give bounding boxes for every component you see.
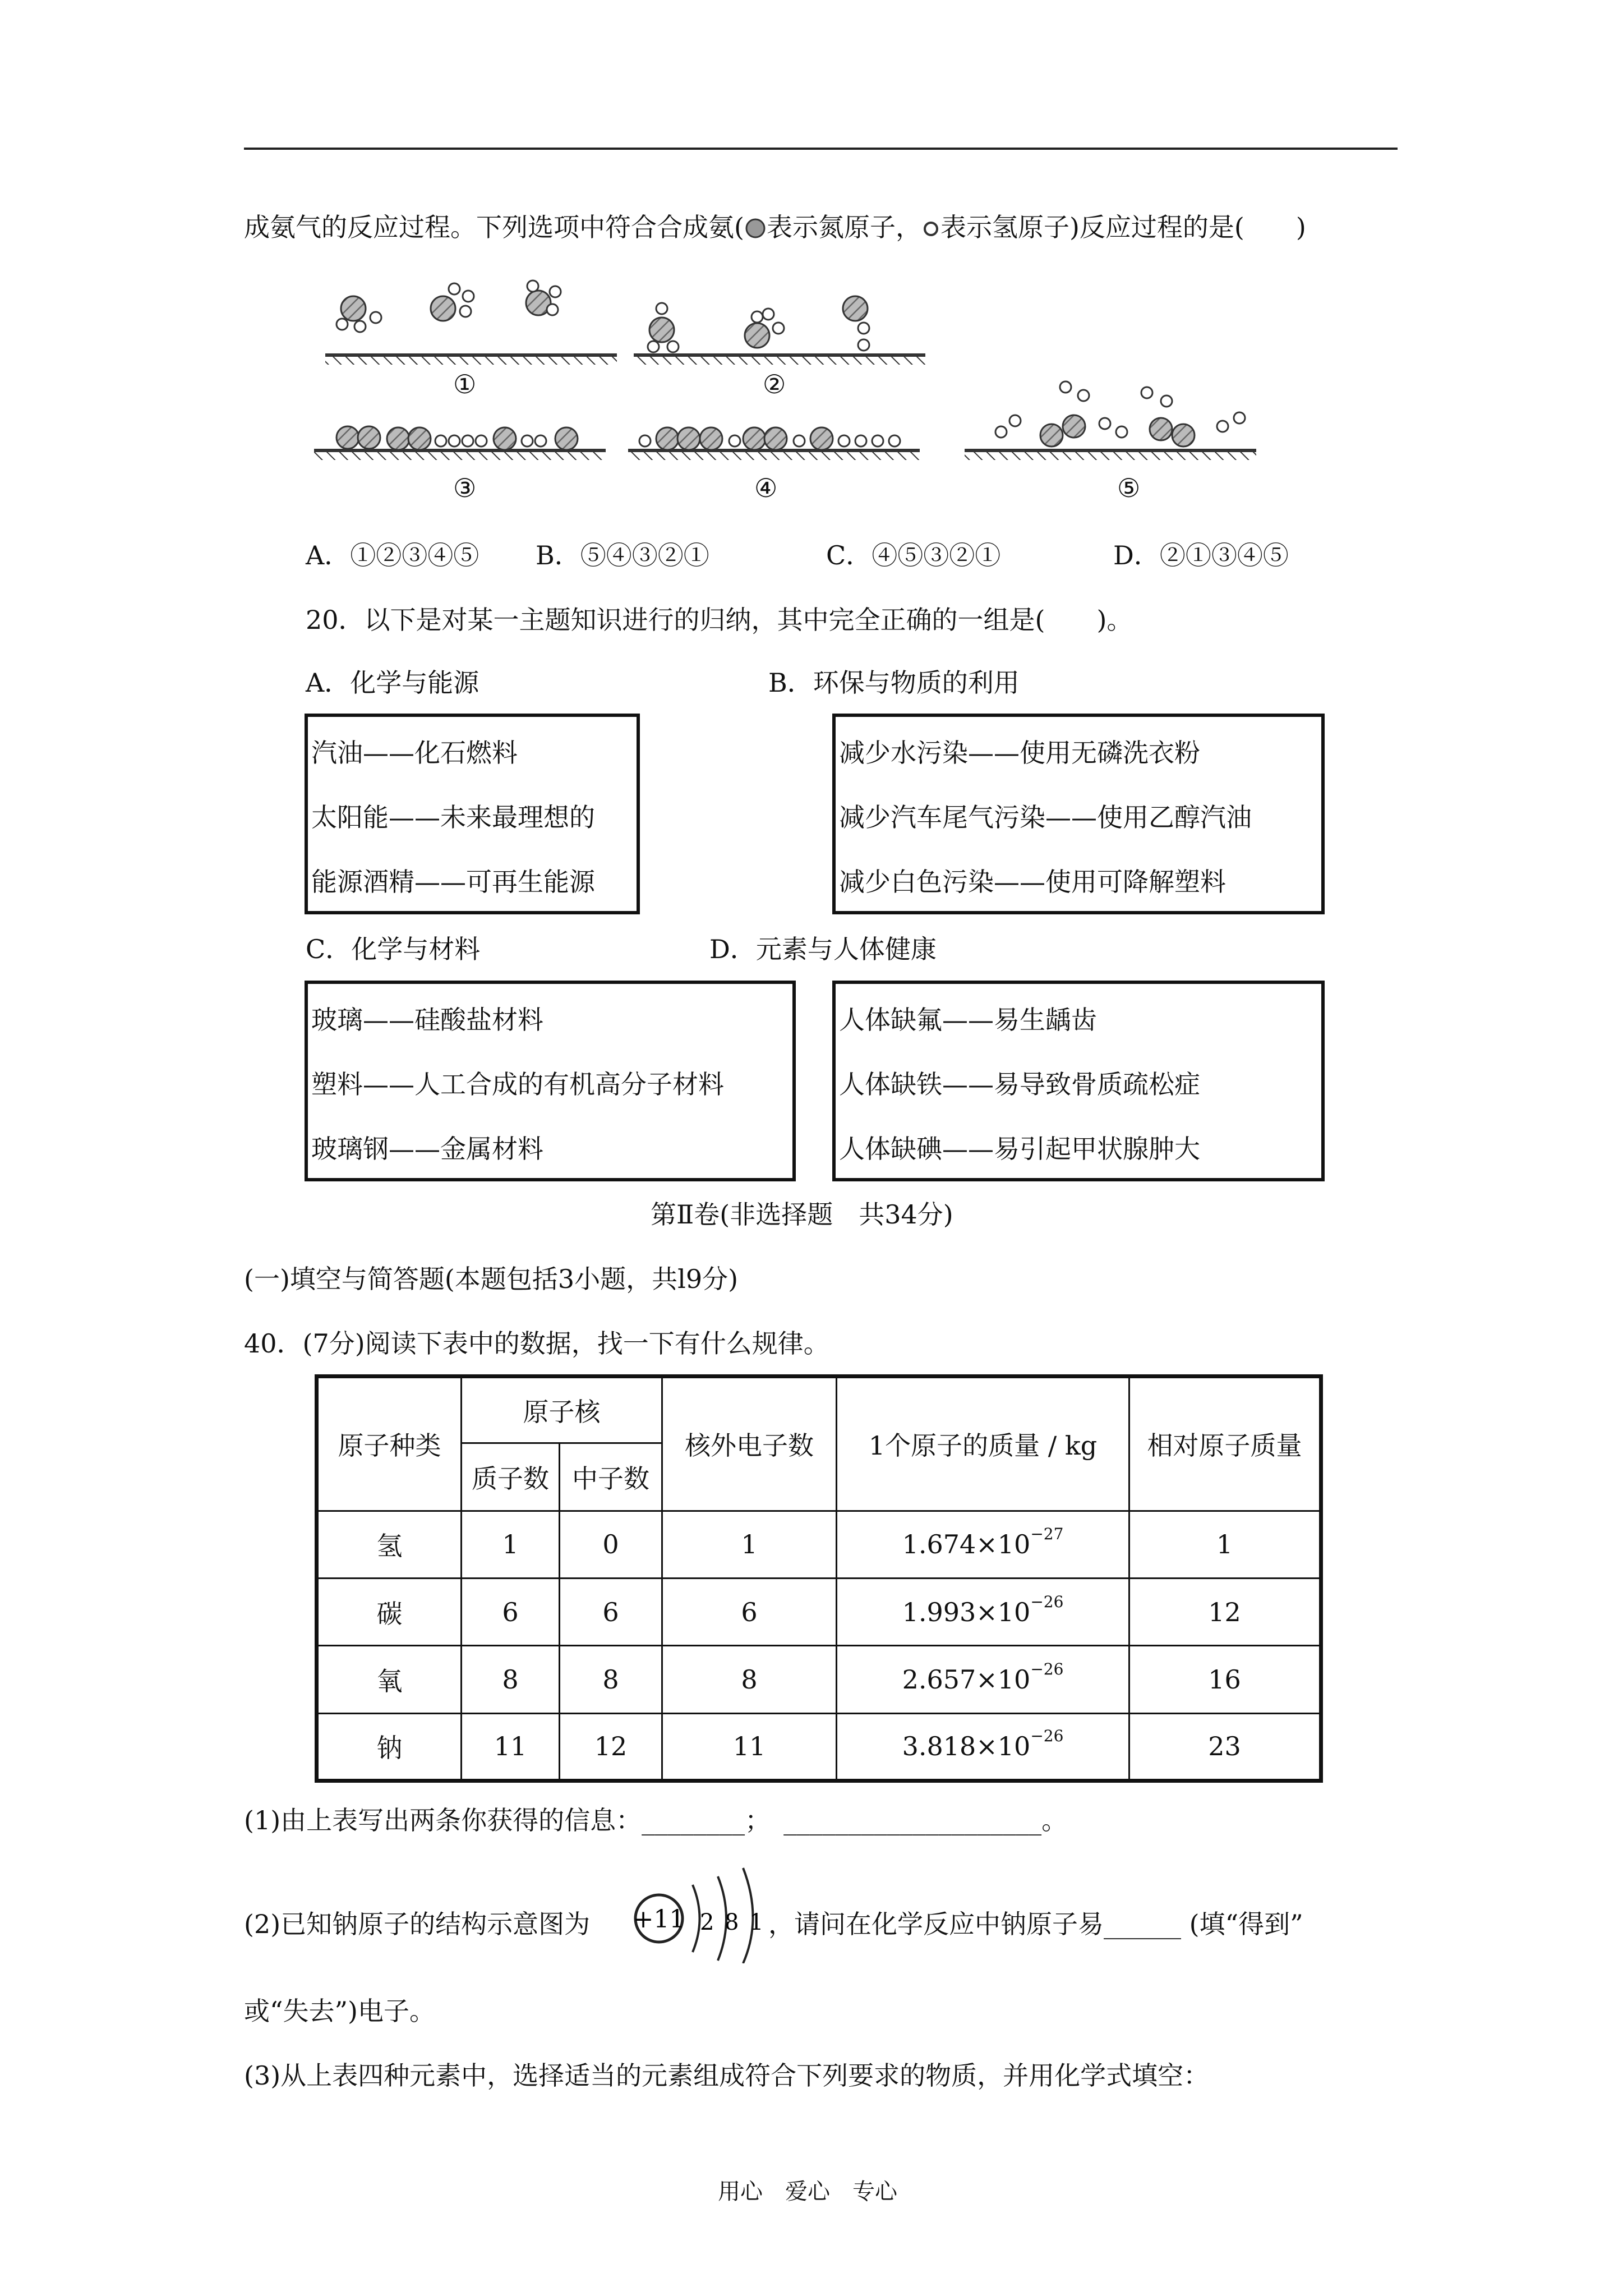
group-a-line-2: 太阳能——未来最理想的	[311, 802, 595, 832]
shell-2-electrons: 8	[725, 1910, 739, 1935]
group-a-line-1: 汽油——化石燃料	[311, 738, 518, 768]
question-40-2-rest: ，请问在化学反应中钠原子易______ (填“得到”	[768, 1909, 1303, 1939]
question-40-3: (3)从上表四种元素中，选择适当的元素组成符合下列要求的物质，并用化学式填空：	[244, 2060, 1210, 2091]
cell-electrons: 6	[662, 1578, 837, 1645]
cell-relative-mass: 23	[1129, 1713, 1321, 1780]
header-atom-type: 原子种类	[317, 1377, 462, 1511]
header-nucleus: 原子核	[462, 1377, 662, 1443]
cell-neutrons: 0	[560, 1511, 662, 1578]
nitrogen-atom-icon	[744, 217, 767, 240]
cell-neutrons: 8	[560, 1646, 662, 1713]
group-c-line-3: 玻璃钢——金属材料	[311, 1134, 543, 1164]
group-b-line-2: 减少汽车尾气污染——使用乙醇汽油	[839, 802, 1252, 832]
section-2-title: 第Ⅱ卷(非选择题 共34分)	[651, 1199, 953, 1230]
atom-data-table	[315, 1374, 1323, 1783]
group-b-line-1: 减少水污染——使用无磷洗衣粉	[839, 738, 1200, 768]
group-c-title: C．化学与材料	[306, 934, 481, 964]
header-neutrons: 中子数	[560, 1443, 662, 1511]
option-c: C．④⑤③②①	[826, 540, 1001, 570]
group-a-line-3: 能源酒精——可再生能源	[311, 867, 595, 897]
nucleus-charge: +11	[633, 1905, 685, 1934]
diagram-label-5: ⑤	[1117, 473, 1141, 503]
surface-1	[325, 353, 617, 365]
cell-mass: $3.818\times 10^{-26}$	[837, 1713, 1129, 1780]
cell-electrons: 11	[662, 1713, 837, 1780]
cell-electrons: 8	[662, 1646, 837, 1713]
sodium-atom-diagram	[628, 1862, 768, 1963]
diagram-label-4: ④	[754, 473, 778, 503]
group-d-line-3: 人体缺碘——易引起甲状腺肿大	[839, 1134, 1200, 1164]
cell-neutrons: 6	[560, 1578, 662, 1645]
cell-neutrons: 12	[560, 1713, 662, 1780]
cell-protons: 1	[462, 1511, 560, 1578]
table-row	[317, 1578, 1321, 1645]
group-c-box	[305, 981, 796, 1181]
group-a-title: A．化学与能源	[306, 668, 479, 698]
cell-mass: $2.657\times 10^{-26}$	[837, 1646, 1129, 1713]
cell-electrons: 1	[662, 1511, 837, 1578]
group-b-title: B．环保与物质的利用	[768, 668, 1020, 698]
cell-mass: $1.993\times 10^{-26}$	[837, 1578, 1129, 1645]
header-electrons: 核外电子数	[662, 1377, 837, 1511]
diagram-label-3: ③	[453, 473, 477, 503]
page-footer: 用心 爱心 专心	[718, 2179, 897, 2205]
cell-protons: 6	[462, 1578, 560, 1645]
question-20-stem: 20．以下是对某一主题知识进行的归纳，其中完全正确的一组是( )。	[306, 605, 1133, 635]
question-40-stem: 40．(7分)阅读下表中的数据，找一下有什么规律。	[244, 1328, 829, 1359]
diagram-label-1: ①	[453, 369, 477, 399]
group-a-box	[305, 714, 640, 914]
cell-name: 氢	[317, 1511, 462, 1578]
shell-1-electrons: 2	[700, 1910, 714, 1935]
group-d-line-1: 人体缺氟——易生龋齿	[839, 1005, 1097, 1035]
cell-relative-mass: 16	[1129, 1646, 1321, 1713]
table-row	[317, 1511, 1321, 1578]
header-rule	[244, 148, 1398, 150]
header-protons: 质子数	[462, 1443, 560, 1511]
group-d-box	[832, 981, 1325, 1181]
header-atom-mass: 1个原子的质量 / kg	[837, 1377, 1129, 1511]
cell-name: 碳	[317, 1578, 462, 1645]
group-b-line-3: 减少白色污染——使用可降解塑料	[839, 867, 1226, 897]
surface-2	[634, 353, 925, 365]
group-d-title: D．元素与人体健康	[709, 934, 937, 964]
table-row	[317, 1646, 1321, 1713]
option-a: A．①②③④⑤	[306, 540, 479, 570]
question-40-2-cont: 或“失去”)电子。	[244, 1996, 435, 2026]
question-19-intro: 成氨气的反应过程。下列选项中符合合成氨( 表示氮原子， 表示氢原子)反应过程的是( )	[244, 212, 1306, 242]
surface-3	[314, 449, 606, 460]
cell-relative-mass: 12	[1129, 1578, 1321, 1645]
option-d: D．②①③④⑤	[1113, 540, 1289, 570]
option-b: B．⑤④③②①	[536, 540, 709, 570]
table-row	[317, 1713, 1321, 1780]
cell-protons: 11	[462, 1713, 560, 1780]
cell-mass: $1.674\times 10^{-27}$	[837, 1511, 1129, 1578]
group-c-line-2: 塑料——人工合成的有机高分子材料	[311, 1069, 724, 1099]
shell-3-electrons: 1	[749, 1910, 764, 1935]
group-c-line-1: 玻璃——硅酸盐材料	[311, 1005, 543, 1035]
surface-5	[965, 449, 1256, 460]
diagram-label-2: ②	[763, 369, 786, 399]
question-40-2: (2)已知钠原子的结构示意图为	[244, 1909, 591, 1939]
part-1-title: (一)填空与简答题(本题包括3小题，共l9分)	[244, 1264, 739, 1294]
cell-relative-mass: 1	[1129, 1511, 1321, 1578]
cell-name: 钠	[317, 1713, 462, 1780]
cell-protons: 8	[462, 1646, 560, 1713]
question-40-1: (1)由上表写出两条你获得的信息：________； ____________________。	[244, 1805, 1068, 1835]
hydrogen-atom-icon	[921, 219, 940, 238]
header-relative-mass: 相对原子质量	[1129, 1377, 1321, 1511]
group-d-line-2: 人体缺铁——易导致骨质疏松症	[839, 1069, 1200, 1099]
cell-name: 氧	[317, 1646, 462, 1713]
group-b-box	[832, 714, 1325, 914]
